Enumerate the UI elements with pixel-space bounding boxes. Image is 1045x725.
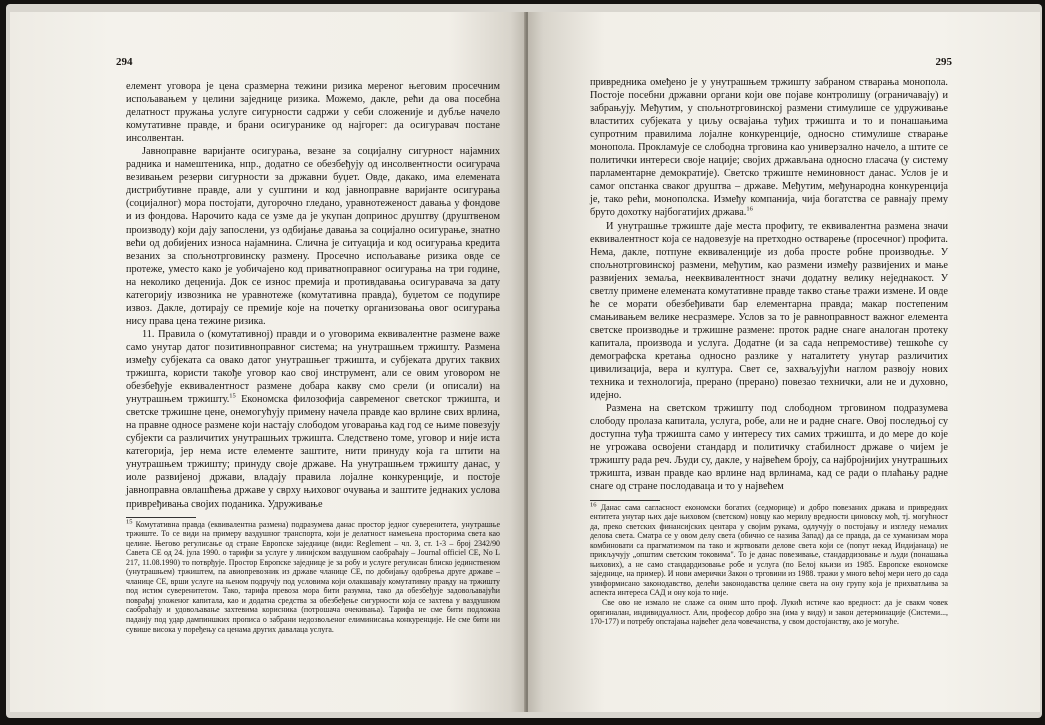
footnote-ref: 15 [229,392,236,400]
right-page [528,12,1040,712]
body-text [590,76,948,494]
footnote-separator [590,500,660,501]
paragraph [126,328,500,511]
page-number: 295 [935,56,952,68]
paragraph-text: 11. Правила о (комутативној) правди и о уговорима еквивалентне размене важе само унутар датог позитивноправног система; на унутрашњем тржишту. Размена између субјеката са овако датог унутрашњег тржишта, и субјеката других таквих тржишта, користи такође уговор као свој инструмент, али се овим уговором не обезбеђује еквивалентност размене добара какву смо срели (и описали) на унутрашњем тржишту. [126,328,500,406]
footnote-number: 15 [126,517,133,525]
paragraph [590,76,948,220]
body-text [126,80,500,511]
paragraph: елемент уговора је цена сразмерна тежини ризика мереног његовим просечним испољавањем у целини заједнице ризика. Можемо, дакле, рећи да ова посебна делатност пружања услуге сигурности садржи у себи сложеније и дубље начело комутативне правде, и брани осигуранике од најгорег: да осигуравач постане инсолвентан. [126,81,500,145]
paragraph-text: привредника омеђено је у унутрашњем тржишту забраном стварања монопола. Постоје посебни државни органи који ове појаве контролишу (ограничавају) и забрањују. Међутим, у спољнотрговинској размени стимулише се удруживање властитих субјеката у циљу освајања туђих тржишта и то и понашањима супротним правилима лојалне конкуренције, односно стимулише стварање монопола. Прокламује се слободна трговина као универзално начело, а штите се политички интереси своје нације; својих држављана односно гласача (у систему парламентарне демократије). Светско тржиште неминовност данас. Услов је и самог опстанка сваког друштва – државе. Међутим, међународна конкуренција је, тако рећи, монополска. Између компанија, чија богатства се равнају прему бруто дохотку најбогатијих држава. [590,77,948,219]
paragraph-text: Економска филозофија савременог светског тржишта, и светске тржишне цене, онемогућују примену начела правде као врлине свих врлина, на правне односе размене који настају слободом уговарања кад год се њиме повезују субјекти са различитих унутрашњих тржишта. Следствено томе, уговор и није иста категорија, јер нема исте елементе заштите, нити принуду која га штити на унутрашњем тржишту; принуду своје државе. На унутрашњем тржишту данас, у иоле развијеној држави, владају правила лојалне конкуренције, и постоје јавноправна овлашћења државе у сврху њиховог очувања и заштите једнаких услова привређивања својих поданика. Удруживање [126,394,500,510]
left-page [10,12,526,712]
footnote-separator [126,517,196,518]
footnotes [126,517,500,635]
footnote-text: Данас сама сагласност економски богатих (седморице) и добро повезаних држава и привредних ентитета унутар њих даје њиховом (светском) новцу као мерилу вредности циновску моћ, тј. могућност да, преко светских финансијских центара у својим рукама, одлучују о постојању и изгледу немалих делова света. Сматра се у овом делу света (обично се назива Запад) да се правда, да се хуманизам мора комбиновати са прагматизмом па тако и жртвовати делове света који се (попут некад Индијанаца) не прикључују „општим светским токовима". То је данас повезивање, стандардизовање и људи (понашања њихових), а не само стандардизовање робе и услуга (по Белој књизи из 1985. Европске економске заједнице, на пример). И нови амерички Закон о трговини из 1988. тражи у много већој мери него до сада униформисано законодавство, делећи законодавства целине света на ону групу која је прихватљива за аспекта интереса САД и ону која то није. [590,502,948,598]
footnote: Све ово не измало не слаже са оним што проф. Лукић истиче као вредност: да је свакм човек оригиналан, индивидуалност. Али, професор добро зна (има у виду) и закон детерминације (Системи..., 170-177) и потребу опстајања највећег дела човечанства, у свом достојанству, ако је могуће. [590,597,948,627]
paragraph: Размена на светском тржишту под слободном трговином подразумева слободу пролаза капитала, услуга, робе, али не и радне снаге. Овој последњој су доступна туђа тржишта само у интересу тих самих тржишта, и до мере до које не угрожава освојени стандард и политичку стабилност државе о чијем је тржишту рада реч. Људи су, дакле, у највећем броју, са најбројнијих унутрашњих тржишта, изван правде као врлине над врлинама, кад се ради о плаћању радне снаге од стране послодаваца и то у највећем [590,403,948,493]
footnote-number: 16 [590,500,597,508]
footnote [590,500,948,598]
open-book [6,4,1042,718]
paragraph: Јавноправне варијанте осигурања, везане за социјалну сигурност најамних радника и намештеника, нпр., додатно се обезбеђују од инсолвентности осигурача везивањем резерви сигурности за државни буџет. Овде, дакако, има елемената дистрибутивне правде, али у суштини и код јавноправне варијанте осигурања (социјалног) мора постојати, дугорочно гледано, уравнотеженост давања у фондове и из фондова. Нарочито када се узме да је укупан допринос друштву (друштвеном производу) који дају запослени, уз одбијање давања за социјално осигурање, знатно већи од добијених износа најамнина. Слична је ситуација и код осигурања кредита везаних за спољнотрговинску размену. Просечно испољавање ризика овде се протеже, уместо како је уобичајено код приватноправног осигурања на три године, на неколико деценија. Док се износ премија и противдавања осигуравача за дату категорију извозника не уравнотеже (комутативна правда), буџетом се подупире извоз. Дакле, дотирају се премије које на почетку организовања овог осигурања нису права цена тежине ризика. [126,146,500,327]
page-number: 294 [116,56,133,68]
footnote-ref: 16 [746,206,753,214]
paragraph: И унутрашње тржиште даје места профиту, те еквивалентна размена значи еквивалентност која се надовезује на претходно остварење (просечног) профита. Нема, дакле, потпуне еквиваленције из доба просте робне производње. У спољнотрговинској размени, међутим, као размени између развијених и мање развијених земаља, нееквивалентност значи додатну велику неједнакост. У светлу примене елемената комутативне правде такво стање тражи измене. И овде ће се морати обезбеђивати бар елементарна правда; макар постепеним смањивањем велике несразмере. Услов за то је равноправност важног елемента светске производње и тржишне размене: проток радне снаге аналоган протеку капитала, производа и услуга. Додатне (и за сада непремостиве) тешкоће су демографска кретања односно разлике у наталитету унутар различитих цивилизација, вера и култура. Свет се, захваљујући наглом развоју нових техника и технологија, прерано (прерано) повезао технички, али не и духовно, идејно. [590,220,948,402]
footnote [126,517,500,635]
footnote-text: Комутативна правда (еквивалентна размена) подразумева данас простор једног суверенитета, унутрашње тржиште. То се види на примеру ваздушног транспорта, који је делатност намењена просторима света као целине. Његово регулисање од стране Европске заједнице (види: Reglement – чл. 3, ст. 1-3 – број 2342/90 Савета СЕ од 24. јула 1990. о тарифи за услуге у линијском ваздушном саобраћају – Journal officiel CE, No L 217, 11.08.1990) то потврђује. Простор Европске заједнице је за робу и услуге регулисан блиско јединственом (унутрашњем) тржиштем, па авиопревозник из државе чланице СЕ, по добијању одобрења друге државе – чланице СЕ, врши услуге на њеном подручју под условима који олакшавају комутативну правду на тржишту под истим суверенитетом. Тако, тарифа превоза мора бити разумна, тако да обезбеђује задовољавајући поврађај уложеног капитала, као и додатна средства за обезбеђење сигурности која се захтева у ваздушном саобраћају и удовољавање захтевима корисника (потрошача очекивања). Тарифа не сме бити подложна паданју под удар дампиншких прописа о забрани недозвољеног елиминисања конкуренције. Не сме бити ни сувише висока у поређењу са ценама других давалаца услуга. [126,519,500,634]
footnotes [590,500,948,627]
